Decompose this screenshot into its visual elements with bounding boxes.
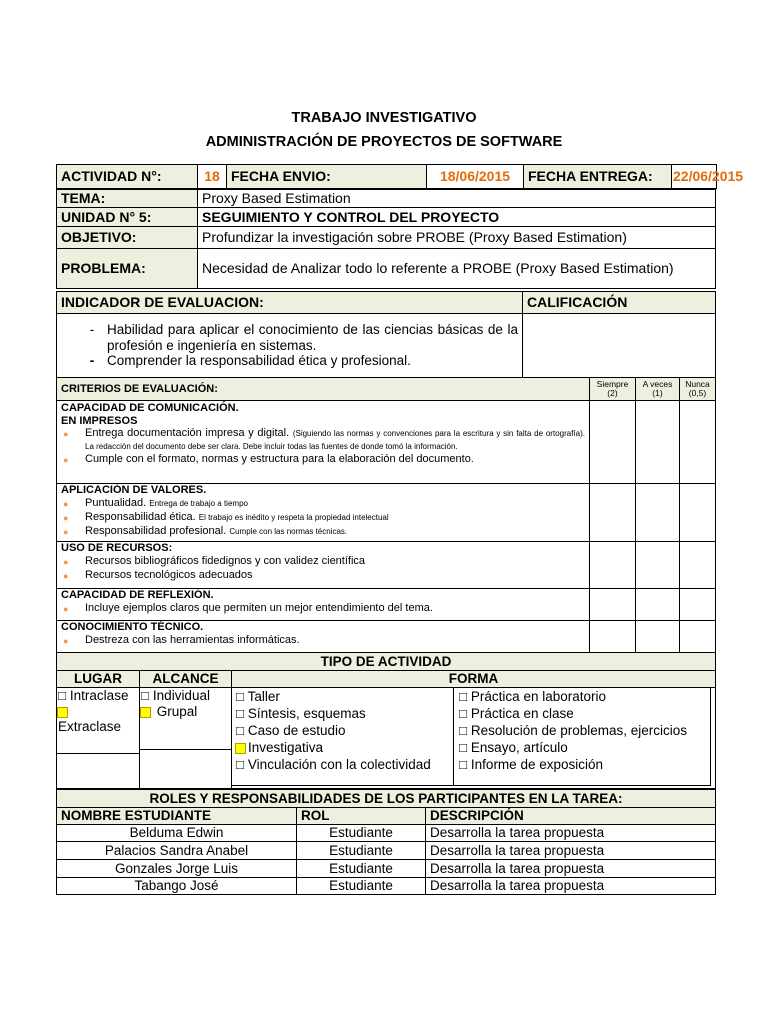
checkbox-icon: □ [459, 723, 468, 738]
checkbox-icon: □ [459, 689, 468, 704]
list-item: ● Destreza con las herramientas informáticas. [63, 633, 300, 646]
checkbox-icon: □ [459, 740, 468, 755]
score-cell [590, 401, 636, 484]
score-cell [636, 621, 680, 653]
criterio-valores: APLICACIÓN DE VALORES. ● Puntualidad. Entrega de trabajo a tiempo ● Responsabilidad ética. El trabajo es inédito y respeta la propiedad intelectual ● Responsabilidad profesional. Cumple con las normas técnicas. [57, 484, 590, 542]
score-cell [636, 484, 680, 542]
list-item: ● Entrega documentación impresa y digital. (Siguiendo las normas y convenciones para la escritura y sin falta de ortografía). La redacción del documento debe ser clara. Debe incluir todas las fuentes de donde tomó la información. [63, 427, 585, 451]
criterio-recursos: USO DE RECURSOS: ● Recursos bibliográficos fidedignos y con validez científica ● Recursos tecnológicos adecuados [57, 542, 590, 589]
checked-box-icon [58, 708, 67, 717]
forma-option[interactable]: □ Informe de exposición [459, 757, 603, 772]
checked-box-icon [141, 708, 150, 717]
forma-option[interactable]: □ Ensayo, artículo [459, 740, 568, 755]
unidad-value: SEGUIMIENTO Y CONTROL DEL PROYECTO [198, 208, 716, 227]
bullet-icon: ● [63, 526, 69, 537]
forma-option[interactable]: □ Caso de estudio [236, 723, 346, 738]
forma-option[interactable]: □ Vinculación con la colectividad [236, 757, 431, 772]
checkbox-icon: □ [141, 688, 150, 703]
lugar-extraclase-option[interactable]: Extraclase [58, 704, 138, 735]
col-siempre: Siempre (2) [590, 378, 636, 401]
table-row: Gonzales Jorge Luis Estudiante Desarrolla la tarea propuesta [57, 860, 716, 878]
checked-box-icon [236, 744, 245, 753]
bullet-icon: ● [63, 556, 69, 567]
tema-label: TEMA: [57, 190, 198, 208]
criterio-reflexion: CAPACIDAD DE REFLEXIÓN. ● Incluye ejemplos claros que permiten un mejor entendimiento del tema. [57, 589, 590, 621]
indicador-item: - Comprender la responsabilidad ética y profesional. [89, 353, 411, 369]
col-nunca: Nunca (0,5) [680, 378, 716, 401]
checkbox-icon: □ [459, 757, 468, 772]
list-item: ● Puntualidad. Entrega de trabajo a tiempo [63, 496, 248, 509]
list-item: ● Cumple con el formato, normas y estructura para la elaboración del documento. [63, 452, 474, 465]
checkbox-icon: □ [236, 723, 245, 738]
table-row: Tabango José Estudiante Desarrolla la tarea propuesta [57, 878, 716, 895]
list-item: ● Incluye ejemplos claros que permiten un mejor entendimiento del tema. [63, 601, 433, 614]
fecha-envio-label: FECHA ENVIO: [227, 165, 427, 189]
forma-option[interactable]: □ Síntesis, esquemas [236, 706, 366, 721]
checkbox-icon: □ [236, 757, 245, 772]
checkbox-icon: □ [236, 706, 245, 721]
score-cell [590, 621, 636, 653]
forma-options [232, 688, 716, 789]
calificacion-cell [523, 314, 716, 378]
checkbox-icon: □ [459, 706, 468, 721]
indicador-list [57, 314, 523, 378]
problema-label: PROBLEMA: [57, 249, 198, 289]
criterios-table [56, 377, 716, 653]
forma-label: FORMA [232, 671, 716, 688]
table-row: Palacios Sandra Anabel Estudiante Desarrolla la tarea propuesta [57, 842, 716, 860]
forma-option[interactable]: □ Resolución de problemas, ejercicios [459, 723, 688, 738]
alcance-options [140, 688, 232, 789]
fecha-envio-value: 18/06/2015 [427, 165, 524, 189]
checkbox-icon: □ [236, 689, 245, 704]
indicador-table [56, 291, 716, 378]
col-descripcion: DESCRIPCIÓN [426, 808, 716, 825]
objetivo-value: Profundizar la investigación sobre PROBE (Proxy Based Estimation) [198, 227, 716, 249]
fecha-entrega-value: 22/06/2015 [672, 165, 717, 189]
indicador-label: INDICADOR DE EVALUACION: [57, 292, 523, 314]
tema-value: Proxy Based Estimation [198, 190, 716, 208]
forma-option[interactable]: □ Práctica en laboratorio [459, 689, 606, 704]
bullet-icon: ● [63, 454, 69, 465]
score-cell [590, 484, 636, 542]
list-item: ● Recursos tecnológicos adecuados [63, 568, 253, 581]
lugar-intraclase-option[interactable]: □ Intraclase [58, 688, 129, 703]
criterio-comunicacion: CAPACIDAD DE COMUNICACIÓN. EN IMPRESOS ● Entrega documentación impresa y digital. (Siguiendo las normas y convenciones para la escritura y sin falta de ortografía). La redacción del documento debe ser clara. Debe incluir todas las fuentes de donde tomó la información. ● Cumple con el formato, normas y estructura para la elaboración del documento. [57, 401, 590, 484]
actividad-value: 18 [198, 165, 227, 189]
tipo-header: TIPO DE ACTIVIDAD [57, 653, 716, 671]
list-item: ● Recursos bibliográficos fidedignos y con validez científica [63, 554, 366, 567]
score-cell [636, 542, 680, 589]
document-subtitle: ADMINISTRACIÓN DE PROYECTOS DE SOFTWARE [205, 134, 563, 150]
score-cell [680, 542, 716, 589]
list-item: ● Responsabilidad profesional. Cumple con las normas técnicas. [63, 524, 348, 537]
score-cell [680, 484, 716, 542]
calificacion-label: CALIFICACIÓN [523, 292, 716, 314]
actividad-label: ACTIVIDAD N°: [57, 165, 198, 189]
forma-left-column [232, 688, 454, 785]
tipo-actividad-table [56, 652, 716, 789]
unidad-label: UNIDAD N° 5: [57, 208, 198, 227]
document-title: TRABAJO INVESTIGATIVO [291, 110, 477, 126]
bullet-icon: ● [63, 570, 69, 581]
score-cell [636, 401, 680, 484]
fecha-entrega-label: FECHA ENTREGA: [524, 165, 672, 189]
header-table [56, 164, 744, 289]
criterio-tecnico: CONOCIMIENTO TÉCNICO. ● Destreza con las herramientas informáticas. [57, 621, 590, 653]
lugar-label: LUGAR [57, 671, 140, 688]
score-cell [680, 621, 716, 653]
forma-option[interactable]: □ Taller [236, 689, 280, 704]
list-item: ● Responsabilidad ética. El trabajo es inédito y respeta la propiedad intelectual [63, 510, 389, 523]
bullet-icon: ● [63, 512, 69, 523]
score-cell [590, 589, 636, 621]
alcance-grupal-option[interactable]: Grupal [141, 704, 230, 720]
forma-option-investigativa[interactable]: Investigativa [236, 739, 449, 756]
roles-table [56, 789, 716, 895]
bullet-icon: ● [63, 429, 69, 440]
lugar-options [57, 688, 140, 789]
alcance-individual-option[interactable]: □ Individual [141, 688, 210, 703]
bullet-icon: ● [63, 603, 69, 614]
col-aveces: A veces (1) [636, 378, 680, 401]
criterios-header: CRITERIOS DE EVALUACIÓN: [57, 378, 590, 401]
score-cell [636, 589, 680, 621]
alcance-label: ALCANCE [140, 671, 232, 688]
indicador-item: - Habilidad para aplicar el conocimiento de las ciencias básicas de la profesión e ingeniería en sistemas. [89, 322, 518, 353]
roles-header: ROLES Y RESPONSABILIDADES DE LOS PARTICIPANTES EN LA TAREA: [57, 790, 716, 808]
objetivo-label: OBJETIVO: [57, 227, 198, 249]
bullet-icon: ● [63, 498, 69, 509]
forma-option[interactable]: □ Práctica en clase [459, 706, 574, 721]
score-cell [590, 542, 636, 589]
score-cell [680, 401, 716, 484]
col-nombre: NOMBRE ESTUDIANTE [57, 808, 297, 825]
forma-right-column [454, 688, 710, 785]
problema-value: Necesidad de Analizar todo lo referente a PROBE (Proxy Based Estimation) [198, 249, 716, 289]
checkbox-icon: □ [58, 688, 67, 703]
table-row: Belduma Edwin Estudiante Desarrolla la tarea propuesta [57, 825, 716, 842]
bullet-icon: ● [63, 635, 69, 646]
col-rol: ROL [297, 808, 426, 825]
score-cell [680, 589, 716, 621]
